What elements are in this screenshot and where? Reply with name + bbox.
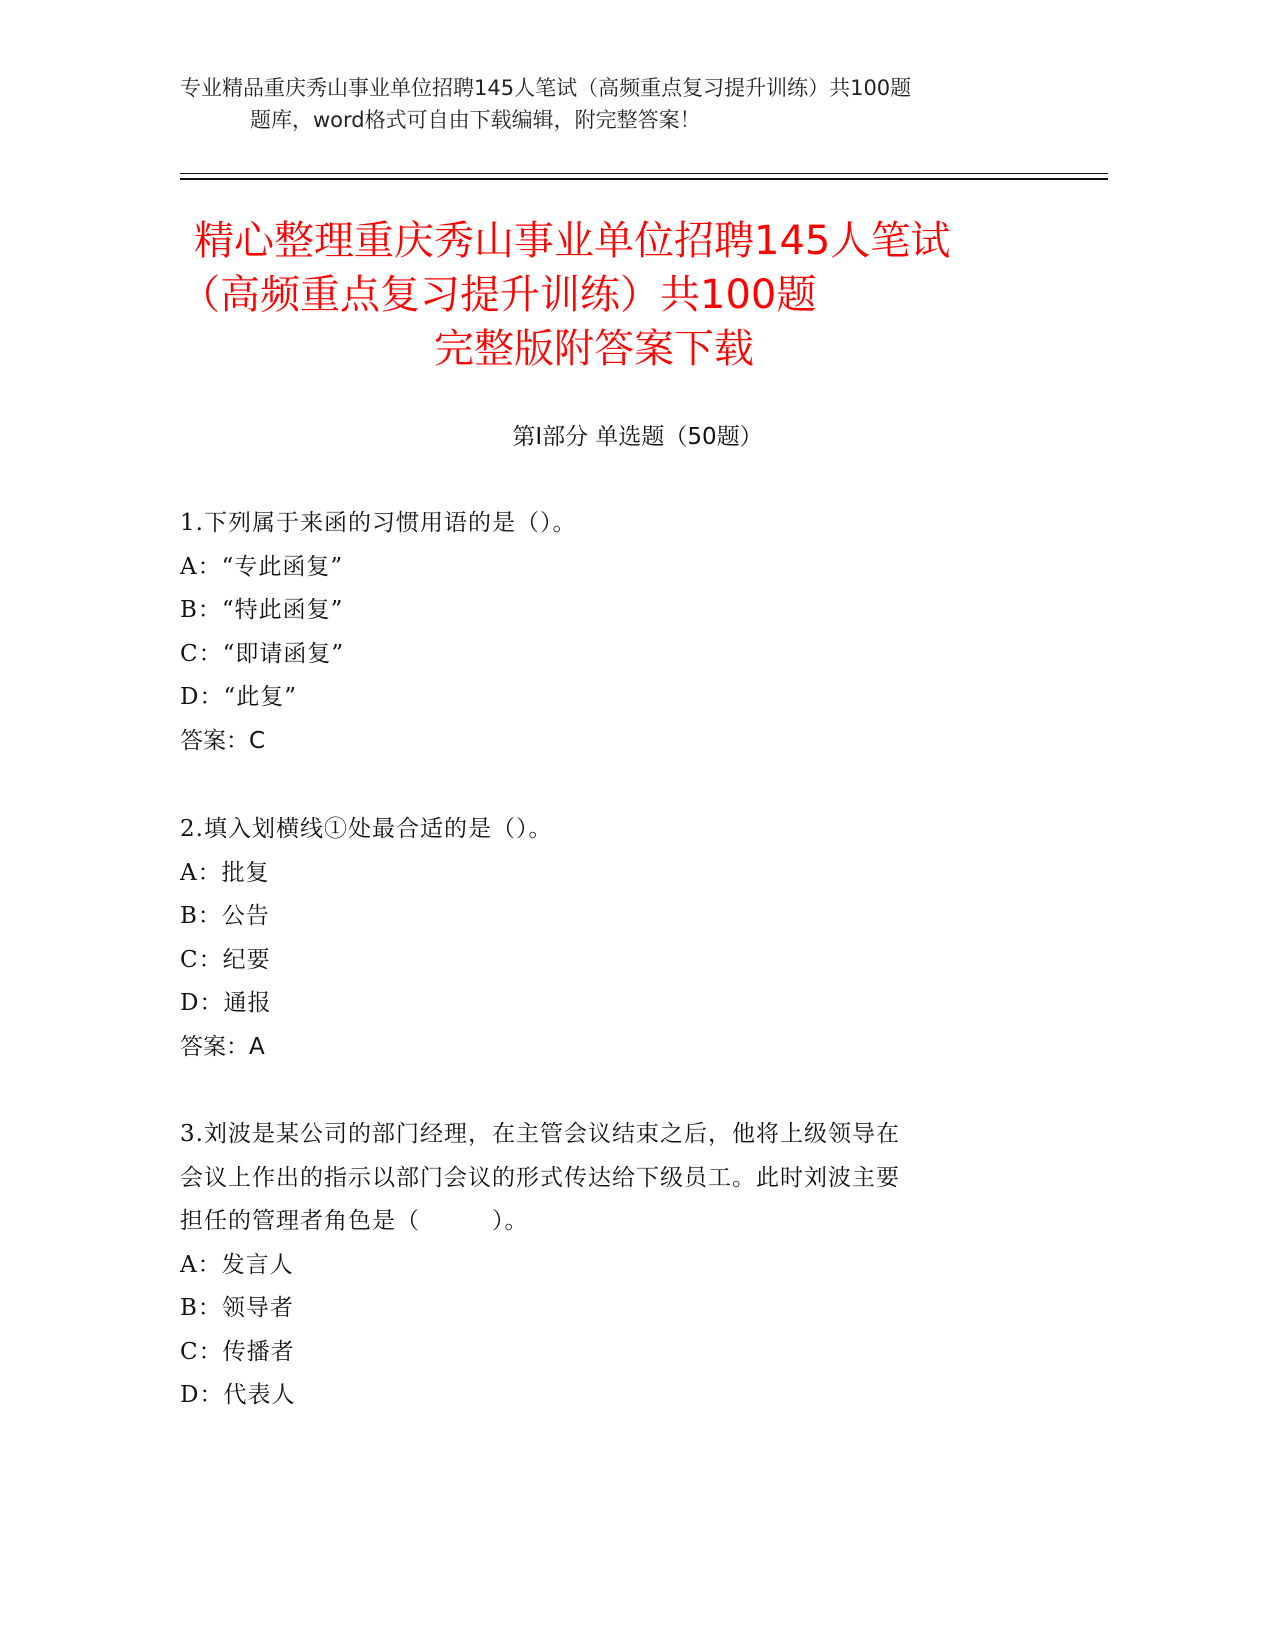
option-c: C：传播者 xyxy=(180,1338,295,1365)
option-a: A：发言人 xyxy=(180,1251,294,1278)
option-b: B：“特此函复” xyxy=(180,597,344,623)
question-stem: 2.填入划横线①处最合适的是（）。 xyxy=(180,816,553,842)
question-1 xyxy=(180,502,1060,763)
option-d: D：通报 xyxy=(180,990,272,1016)
option-a: A：“专此函复” xyxy=(180,553,344,580)
header-line-1: 专业精品重庆秀山事业单位招聘145人笔试（高频重点复习提升训练）共100题 xyxy=(180,76,912,100)
option-a: A：批复 xyxy=(180,859,270,886)
title-line-3: 完整版附答案下载 xyxy=(434,326,754,372)
question-2 xyxy=(180,808,1060,1069)
header-divider-thin xyxy=(180,173,1108,174)
question-3 xyxy=(180,1113,1060,1418)
question-stem-line-1: 3.刘波是某公司的部门经理，在主管会议结束之后，他将上级领导在 xyxy=(180,1121,900,1147)
header-line-2: 题库，word格式可自由下载编辑，附完整答案！ xyxy=(250,108,701,132)
question-stem: 1.下列属于来函的习惯用语的是（）。 xyxy=(180,510,577,536)
document-title xyxy=(180,214,1060,376)
answer: 答案：A xyxy=(180,1033,265,1060)
option-b: B：公告 xyxy=(180,903,270,929)
option-c: C：纪要 xyxy=(180,946,271,973)
option-d: D：“此复” xyxy=(180,684,297,710)
option-c: C：“即请函复” xyxy=(180,640,345,667)
question-stem-line-3: 担任的管理者角色是（ ）。 xyxy=(180,1208,529,1234)
section-title: 第Ⅰ部分 单选题（50题） xyxy=(512,424,763,450)
title-line-1: 精心整理重庆秀山事业单位招聘145人笔试 xyxy=(194,218,951,264)
option-d: D：代表人 xyxy=(180,1382,296,1408)
title-line-2: （高频重点复习提升训练）共100题 xyxy=(180,272,817,318)
page-header xyxy=(180,72,1060,136)
answer: 答案：C xyxy=(180,727,266,754)
question-stem-line-2: 会议上作出的指示以部门会议的形式传达给下级员工。此时刘波主要 xyxy=(180,1164,900,1191)
header-divider-thick xyxy=(180,178,1108,180)
option-b: B：领导者 xyxy=(180,1295,294,1321)
